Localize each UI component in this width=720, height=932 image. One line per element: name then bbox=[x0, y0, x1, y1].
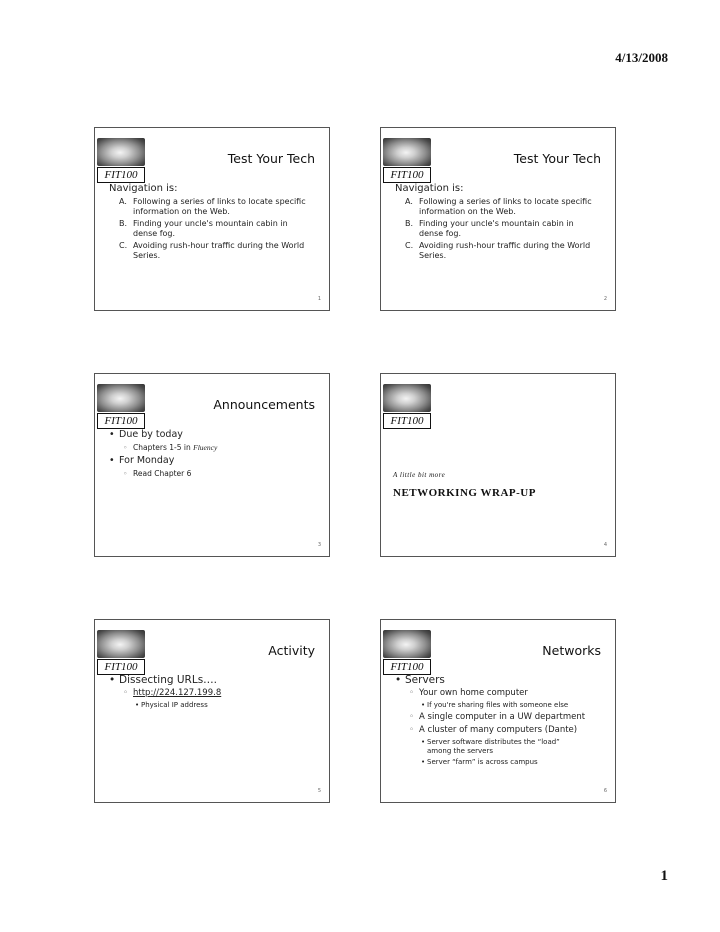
fit100-logo bbox=[383, 630, 431, 675]
slide-title: Activity bbox=[268, 643, 315, 658]
slide-4 bbox=[380, 373, 616, 557]
bullet-due-today: • Due by today bbox=[109, 429, 183, 440]
option-a: A. Following a series of links to locate specific information on the Web. bbox=[405, 197, 592, 216]
fit100-logo bbox=[383, 384, 431, 429]
sub-bullet-read-chapter: ◦ Read Chapter 6 bbox=[123, 469, 192, 478]
question: Navigation is: bbox=[395, 183, 464, 194]
slide-body bbox=[105, 429, 319, 481]
logo-label: FIT100 bbox=[97, 659, 145, 675]
bullet-servers: • Servers bbox=[395, 674, 445, 686]
slide-1 bbox=[94, 127, 330, 311]
fit100-logo bbox=[97, 630, 145, 675]
fit100-logo bbox=[97, 384, 145, 429]
option-b: B. Finding your uncle's mountain cabin in dense fog. bbox=[405, 219, 574, 238]
cloud-image bbox=[383, 138, 431, 166]
option-b: B. Finding your uncle's mountain cabin in dense fog. bbox=[119, 219, 288, 238]
slide-body bbox=[105, 183, 319, 263]
page-date: 4/13/2008 bbox=[615, 50, 668, 65]
sub-sub-bullet-sharing: • If you're sharing files with someone else bbox=[421, 701, 569, 709]
slide-body bbox=[391, 183, 605, 263]
logo-label: FIT100 bbox=[383, 167, 431, 183]
option-c: C. Avoiding rush-hour traffic during the World Series. bbox=[119, 241, 305, 260]
fit100-logo bbox=[383, 138, 431, 183]
sub-bullet-home-computer: ◦ Your own home computer bbox=[409, 688, 528, 698]
option-a: A. Following a series of links to locate specific information on the Web. bbox=[119, 197, 306, 216]
page-number: 1 bbox=[660, 868, 668, 884]
sub-bullet-chapters: ◦ Chapters 1-5 in Fluency bbox=[123, 443, 218, 452]
logo-label: FIT100 bbox=[383, 659, 431, 675]
bullet-for-monday: • For Monday bbox=[109, 455, 175, 466]
bullet-dissecting-urls: • Dissecting URLs…. bbox=[109, 674, 218, 686]
slide-6 bbox=[380, 619, 616, 803]
slide-2 bbox=[380, 127, 616, 311]
slide-5 bbox=[94, 619, 330, 803]
slide-3 bbox=[94, 373, 330, 557]
ip-url-link[interactable]: http://224.127.199.8 bbox=[133, 688, 222, 698]
slide-number: 6 bbox=[603, 788, 607, 794]
slide-number: 4 bbox=[603, 542, 607, 548]
slide-title: Announcements bbox=[213, 397, 315, 412]
slide-body bbox=[105, 675, 319, 712]
sub-sub-bullet-ip: • Physical IP address bbox=[135, 701, 208, 709]
slide-number: 3 bbox=[317, 542, 321, 548]
slide-number: 1 bbox=[317, 296, 321, 302]
cloud-image bbox=[97, 138, 145, 166]
sub-bullet-cluster: ◦ A cluster of many computers (Dante) bbox=[409, 725, 578, 735]
slide-body bbox=[391, 675, 605, 769]
slide-number: 2 bbox=[603, 296, 607, 302]
cloud-image bbox=[97, 384, 145, 412]
section-note: A little bit more bbox=[393, 471, 446, 479]
section-heading: NETWORKING WRAP-UP bbox=[393, 487, 536, 499]
slide-title: Test Your Tech bbox=[513, 151, 601, 166]
cloud-image bbox=[383, 630, 431, 658]
fit100-logo bbox=[97, 138, 145, 183]
logo-label: FIT100 bbox=[97, 167, 145, 183]
slide-title: Networks bbox=[542, 643, 601, 658]
sub-sub-bullet-farm: • Server “farm” is across campus bbox=[421, 758, 538, 766]
option-c: C. Avoiding rush-hour traffic during the World Series. bbox=[405, 241, 591, 260]
cloud-image bbox=[97, 630, 145, 658]
logo-label: FIT100 bbox=[97, 413, 145, 429]
sub-bullet-uw-department: ◦ A single computer in a UW department bbox=[409, 712, 586, 722]
logo-label: FIT100 bbox=[383, 413, 431, 429]
question: Navigation is: bbox=[109, 183, 178, 194]
sub-bullet-url: ◦ http://224.127.199.8 bbox=[123, 688, 222, 698]
slide-title: Test Your Tech bbox=[227, 151, 315, 166]
cloud-image bbox=[383, 384, 431, 412]
slide-number: 5 bbox=[317, 788, 321, 794]
sub-sub-bullet-load: • Server software distributes the “load” among the servers bbox=[421, 738, 560, 755]
